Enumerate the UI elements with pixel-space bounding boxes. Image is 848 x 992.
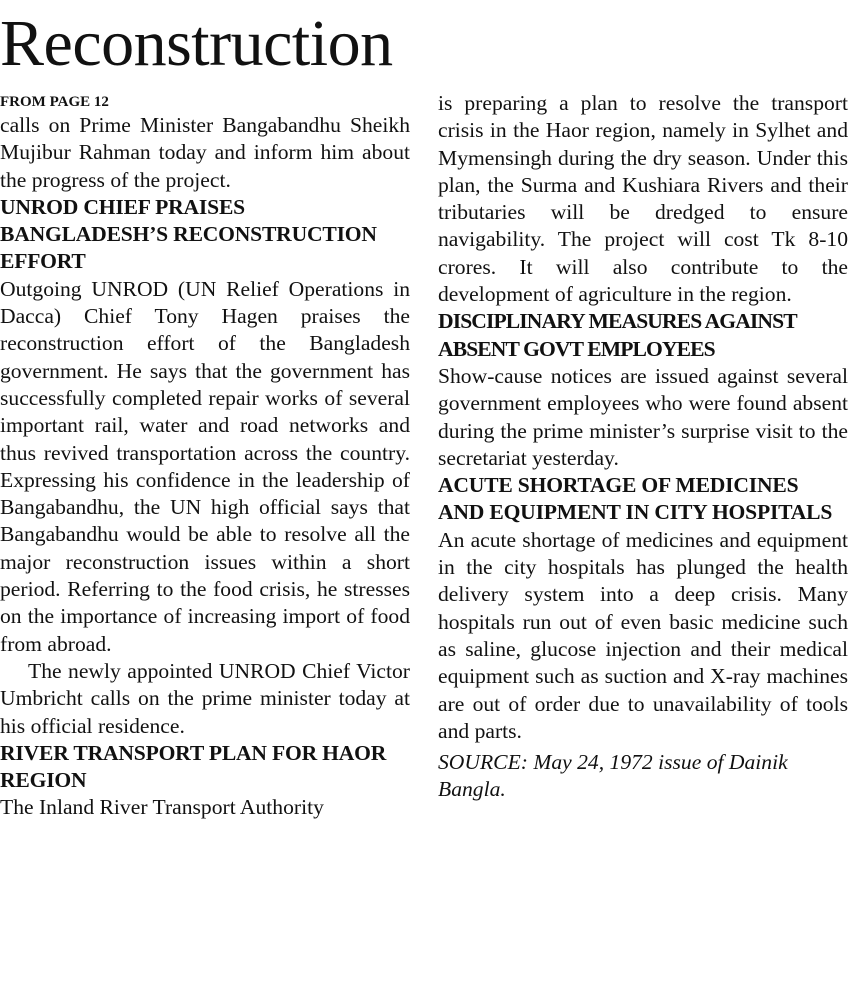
story1-paragraph-2: The newly appointed UNROD Chief Victor Umbricht calls on the prime minister today at his official residence. <box>0 658 410 738</box>
story2-paragraph-start: The Inland River Transport Authority <box>0 795 324 820</box>
right-column <box>438 90 848 804</box>
story1-paragraph-1: Outgoing UNROD (UN Relief Operations in Dacca) Chief Tony Hagen praises the reconstruction effort of the Bangladesh government. He says that the government has successfully completed repair works of several important rail, water and road networks and thus revived transportation across the country. Expressing his confidence in the leadership of Bangabandhu, the UN high official says that Bangabandhu would be able to resolve all the major reconstruction issues within a short period. Referring to the food crisis, he stresses on the importance of increasing import of food from abroad. <box>0 276 410 656</box>
left-column <box>0 90 410 822</box>
story3-paragraph: Show-cause notices are issued against several government employees who were found absent during the prime minister’s surprise visit to the secretariat yesterday. <box>438 363 848 470</box>
continued-from-label: FROM PAGE 12 <box>0 94 109 110</box>
intro-paragraph: calls on Prime Minister Bangabandhu Sheikh Mujibur Rahman today and inform him about the progress of the project. <box>0 113 410 192</box>
story2-heading: RIVER TRANSPORT PLAN FOR HAOR REGION <box>0 740 387 793</box>
story2-paragraph-continued: is preparing a plan to resolve the transport crisis in the Haor region, namely in Sylhet and Mymensingh during the dry season. Under this plan, the Surma and Kushiara Rivers and their tributaries will be dredged to ensure navigability. The project will cost Tk 8-10 crores. It will also contribute to the development of agriculture in the region. <box>438 91 848 307</box>
source-credit: SOURCE: May 24, 1972 issue of Dainik Bangla. <box>438 750 788 802</box>
story1-heading: UNROD CHIEF PRAISES BANGLADESH’S RECONSTRUCTION EFFORT <box>0 194 377 274</box>
story3-heading: DISCIPLINARY MEASURES AGAINST ABSENT GOVT EMPLOYEES <box>438 309 797 361</box>
article-headline: Reconstruction <box>0 7 393 80</box>
story4-heading: ACUTE SHORTAGE OF MEDICINES AND EQUIPMENT IN CITY HOSPITALS <box>438 473 833 525</box>
story4-paragraph: An acute shortage of medicines and equipment in the city hospitals has plunged the health delivery system into a deep crisis. Many hospitals run out of even basic medicine such as saline, glucose injection and their medical equipment such as suction and X-ray machines are out of order due to unavailability of tools and parts. <box>438 527 848 743</box>
